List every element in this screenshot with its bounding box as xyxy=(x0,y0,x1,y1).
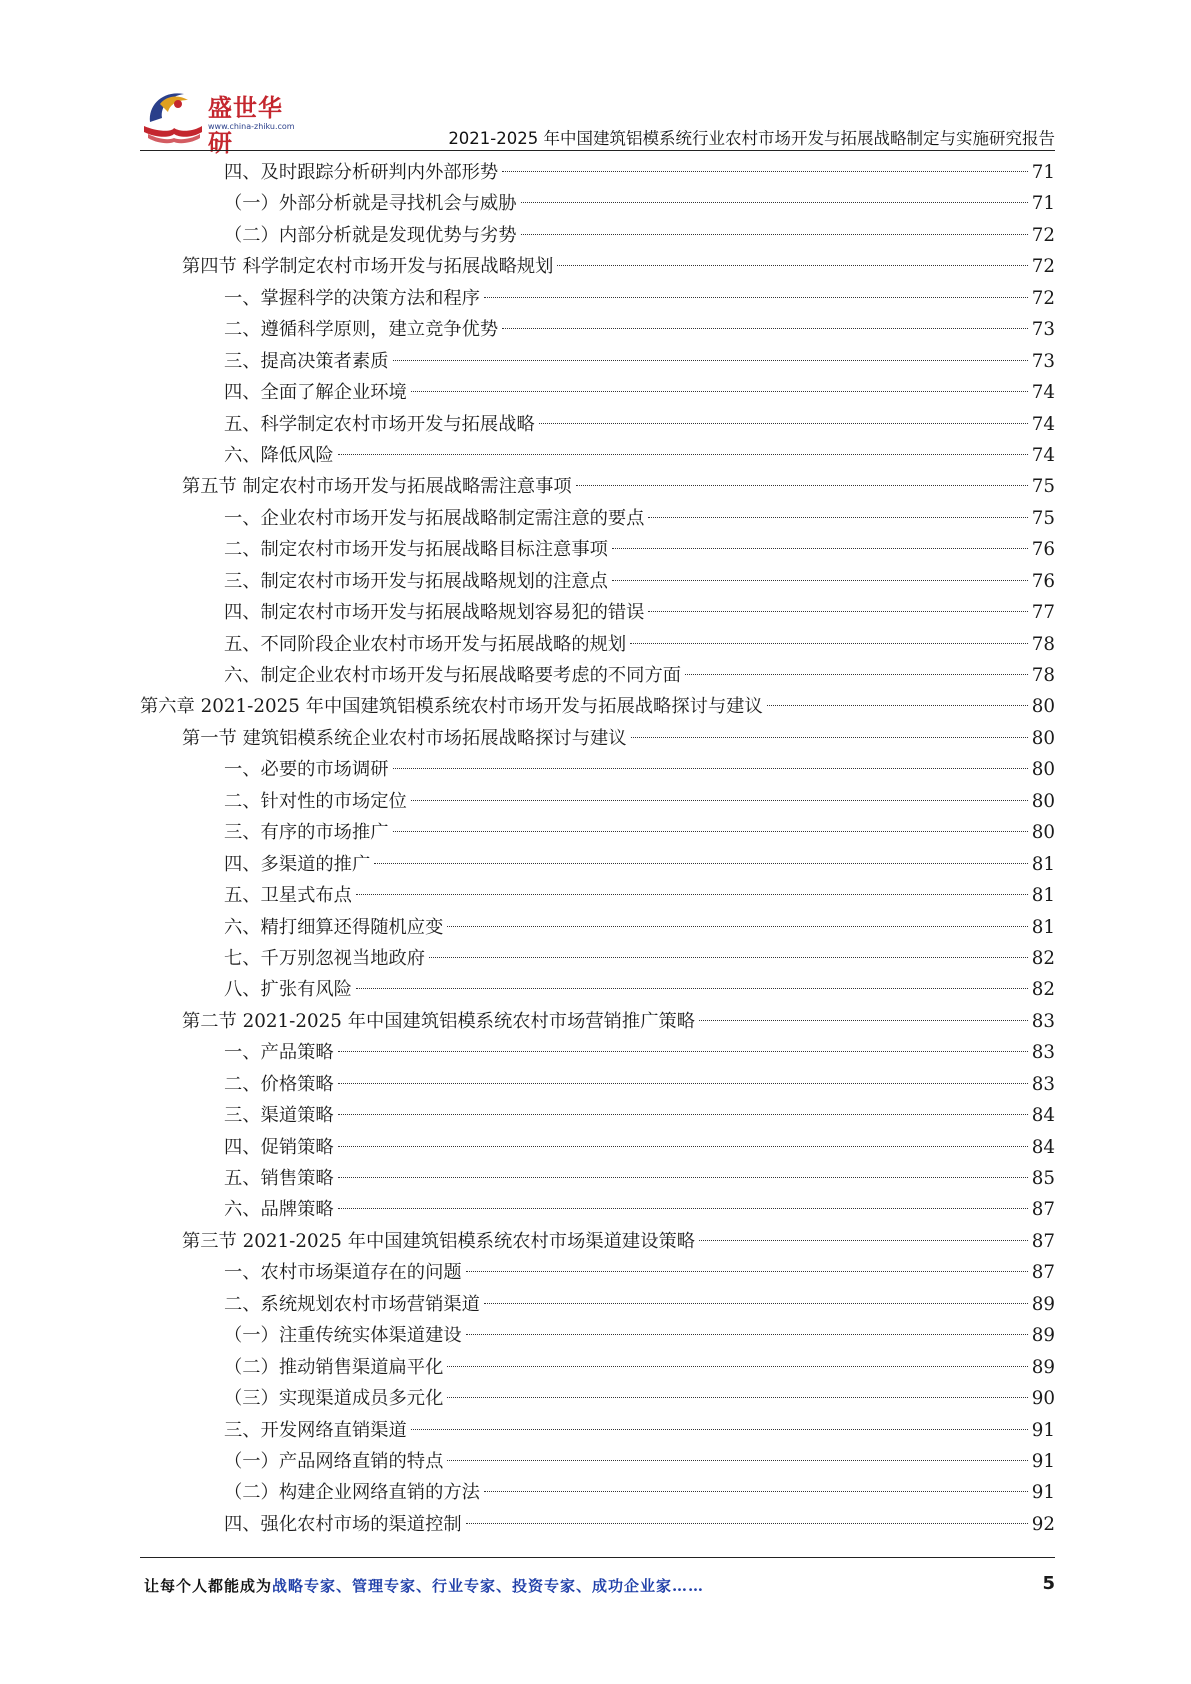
toc-entry-title: 三、渠道策略 xyxy=(224,1105,334,1127)
logo-emblem-icon xyxy=(140,82,204,146)
toc-entry-title: 六、制定企业农村市场开发与拓展战略要考虑的不同方面 xyxy=(224,665,682,686)
company-logo xyxy=(140,82,300,157)
toc-entry[interactable] xyxy=(140,188,1055,219)
toc-dot-leader xyxy=(393,831,1028,832)
toc-dot-leader xyxy=(338,1208,1028,1209)
header-divider xyxy=(140,150,1055,151)
toc-entry-title: 第一节 建筑铝模系统企业农村市场拓展战略探讨与建议 xyxy=(182,727,627,749)
toc-entry[interactable] xyxy=(140,1257,1055,1288)
toc-dot-leader xyxy=(393,768,1028,769)
table-of-contents xyxy=(140,157,1055,1540)
toc-dot-leader xyxy=(699,1020,1028,1021)
toc-entry[interactable] xyxy=(140,157,1055,188)
toc-dot-leader xyxy=(612,548,1028,549)
toc-entry[interactable] xyxy=(140,1320,1055,1351)
toc-entry-title: 第六章 2021-2025 年中国建筑铝模系统农村市场开发与拓展战略探讨与建议 xyxy=(140,696,763,718)
toc-dot-leader xyxy=(338,454,1028,455)
toc-entry-title: 五、不同阶段企业农村市场开发与拓展战略的规划 xyxy=(224,633,627,655)
toc-entry-title: 四、多渠道的推广 xyxy=(224,853,371,875)
toc-dot-leader xyxy=(576,485,1028,486)
toc-entry[interactable] xyxy=(140,1352,1055,1383)
toc-entry[interactable] xyxy=(140,346,1055,377)
toc-entry-page: 91 xyxy=(1031,1450,1055,1472)
toc-entry-title: 五、卫星式布点 xyxy=(224,885,352,907)
toc-entry[interactable] xyxy=(140,1037,1055,1068)
toc-entry[interactable] xyxy=(140,723,1055,754)
toc-entry[interactable] xyxy=(140,974,1055,1005)
toc-entry-title: 第四节 科学制定农村市场开发与拓展战略规划 xyxy=(182,256,554,278)
toc-entry[interactable] xyxy=(140,849,1055,880)
toc-entry[interactable] xyxy=(140,629,1055,660)
toc-entry[interactable] xyxy=(140,503,1055,534)
toc-entry-page: 81 xyxy=(1031,853,1055,875)
page-header xyxy=(140,78,1055,157)
toc-entry[interactable] xyxy=(140,534,1055,565)
toc-entry-page: 89 xyxy=(1031,1356,1055,1378)
toc-entry-page: 80 xyxy=(1031,790,1055,812)
toc-entry-page: 76 xyxy=(1031,539,1055,561)
toc-entry-page: 82 xyxy=(1031,979,1055,1001)
toc-entry[interactable] xyxy=(140,1226,1055,1257)
toc-entry-page: 81 xyxy=(1031,885,1055,907)
toc-entry-title: 四、全面了解企业环境 xyxy=(224,382,407,404)
toc-entry-page: 87 xyxy=(1031,1230,1055,1252)
toc-dot-leader xyxy=(411,391,1028,392)
toc-entry[interactable] xyxy=(140,1383,1055,1414)
toc-entry-page: 89 xyxy=(1031,1293,1055,1315)
toc-entry[interactable] xyxy=(140,1132,1055,1163)
toc-entry-page: 71 xyxy=(1031,193,1055,215)
toc-entry-page: 75 xyxy=(1031,507,1055,529)
toc-dot-leader xyxy=(356,894,1028,895)
toc-dot-leader xyxy=(447,1460,1027,1461)
toc-entry-page: 72 xyxy=(1031,256,1055,278)
toc-dot-leader xyxy=(338,1114,1028,1115)
toc-entry-title: 五、科学制定农村市场开发与拓展战略 xyxy=(224,413,535,435)
toc-entry-title: 一、产品策略 xyxy=(224,1042,334,1064)
footer-slogan-highlight: 战略专家、管理专家、行业专家、投资专家、成功企业家…… xyxy=(272,1577,705,1595)
toc-entry-page: 83 xyxy=(1031,1010,1055,1032)
toc-entry-page: 71 xyxy=(1031,162,1055,183)
toc-entry-title: 三、开发网络直销渠道 xyxy=(224,1419,407,1441)
toc-entry-title: 四、及时跟踪分析研判内外部形势 xyxy=(224,162,499,183)
toc-entry-title: 六、降低风险 xyxy=(224,444,334,466)
toc-dot-leader xyxy=(521,234,1028,235)
toc-entry-title: （三）实现渠道成员多元化 xyxy=(224,1388,444,1410)
toc-dot-leader xyxy=(484,1491,1028,1492)
toc-dot-leader xyxy=(539,423,1028,424)
toc-entry-title: （一）外部分析就是寻找机会与威胁 xyxy=(224,193,517,215)
toc-entry-page: 80 xyxy=(1031,727,1055,749)
toc-dot-leader xyxy=(521,202,1028,203)
toc-entry-title: 四、强化农村市场的渠道控制 xyxy=(224,1513,462,1535)
toc-dot-leader xyxy=(338,1177,1028,1178)
toc-entry-page: 87 xyxy=(1031,1199,1055,1221)
toc-entry-title: （二）构建企业网络直销的方法 xyxy=(224,1482,480,1504)
toc-entry-title: 三、制定农村市场开发与拓展战略规划的注意点 xyxy=(224,570,608,592)
toc-entry[interactable] xyxy=(140,1069,1055,1100)
toc-entry-page: 92 xyxy=(1031,1513,1055,1535)
toc-entry-page: 85 xyxy=(1031,1168,1055,1189)
toc-entry-page: 77 xyxy=(1031,602,1055,624)
toc-dot-leader xyxy=(338,1146,1028,1147)
toc-entry-page: 72 xyxy=(1031,224,1055,246)
toc-entry-title: 二、制定农村市场开发与拓展战略目标注意事项 xyxy=(224,539,608,561)
toc-entry[interactable] xyxy=(140,1163,1055,1194)
toc-dot-leader xyxy=(356,988,1028,989)
toc-entry[interactable] xyxy=(140,377,1055,408)
footer-slogan-lead: 让每个人都能成为 xyxy=(144,1577,273,1595)
toc-entry-page: 72 xyxy=(1031,287,1055,309)
toc-entry-title: 四、促销策略 xyxy=(224,1136,334,1158)
toc-entry-title: （二）内部分析就是发现优势与劣势 xyxy=(224,224,517,246)
toc-entry-title: 四、制定农村市场开发与拓展战略规划容易犯的错误 xyxy=(224,602,645,624)
toc-entry-title: 八、扩张有风险 xyxy=(224,979,352,1001)
toc-entry-title: 二、针对性的市场定位 xyxy=(224,790,407,812)
toc-entry-title: 二、系统规划农村市场营销渠道 xyxy=(224,1293,480,1315)
toc-entry-title: 一、农村市场渠道存在的问题 xyxy=(224,1262,462,1284)
toc-entry-page: 83 xyxy=(1031,1073,1055,1095)
toc-dot-leader xyxy=(648,611,1027,612)
toc-dot-leader xyxy=(411,1429,1028,1430)
toc-dot-leader xyxy=(466,1334,1028,1335)
toc-entry-title: （一）产品网络直销的特点 xyxy=(224,1450,444,1472)
toc-entry-page: 74 xyxy=(1031,382,1055,404)
toc-entry[interactable] xyxy=(140,1289,1055,1320)
toc-entry[interactable] xyxy=(140,880,1055,911)
toc-dot-leader xyxy=(685,674,1028,675)
toc-entry-title: 一、掌握科学的决策方法和程序 xyxy=(224,287,480,309)
toc-dot-leader xyxy=(767,705,1028,706)
toc-entry-page: 80 xyxy=(1031,822,1055,844)
toc-dot-leader xyxy=(484,1303,1028,1304)
footer-divider xyxy=(140,1557,1055,1558)
toc-entry[interactable] xyxy=(140,283,1055,314)
toc-entry[interactable] xyxy=(140,1100,1055,1131)
toc-dot-leader xyxy=(648,517,1027,518)
toc-dot-leader xyxy=(557,265,1027,266)
report-title: 2021-2025 年中国建筑铝模系统行业农村市场开发与拓展战略制定与实施研究报告 xyxy=(448,129,1055,148)
toc-dot-leader xyxy=(447,1397,1027,1398)
toc-entry-page: 74 xyxy=(1031,413,1055,435)
toc-entry[interactable] xyxy=(140,471,1055,502)
toc-dot-leader xyxy=(502,328,1028,329)
toc-entry-page: 78 xyxy=(1031,665,1055,686)
toc-entry-title: （二）推动销售渠道扁平化 xyxy=(224,1356,444,1378)
toc-entry-title: 三、有序的市场推广 xyxy=(224,822,389,844)
toc-entry[interactable] xyxy=(140,251,1055,282)
toc-dot-leader xyxy=(484,297,1028,298)
toc-entry-title: 第二节 2021-2025 年中国建筑铝模系统农村市场营销推广策略 xyxy=(182,1010,696,1032)
toc-entry-title: 一、必要的市场调研 xyxy=(224,759,389,781)
toc-entry-page: 83 xyxy=(1031,1042,1055,1064)
toc-entry[interactable] xyxy=(140,1415,1055,1446)
toc-dot-leader xyxy=(466,1271,1028,1272)
toc-dot-leader xyxy=(411,800,1028,801)
toc-entry-page: 84 xyxy=(1031,1136,1055,1158)
toc-entry-title: 二、遵循科学原则，建立竞争优势 xyxy=(224,319,499,341)
toc-dot-leader xyxy=(338,1083,1028,1084)
toc-entry-page: 81 xyxy=(1031,916,1055,938)
toc-entry[interactable] xyxy=(140,220,1055,251)
footer-slogan xyxy=(144,1575,704,1596)
toc-entry[interactable] xyxy=(140,1446,1055,1477)
toc-entry[interactable] xyxy=(140,943,1055,974)
toc-entry[interactable] xyxy=(140,1194,1055,1225)
toc-entry-page: 80 xyxy=(1031,759,1055,781)
toc-dot-leader xyxy=(393,360,1028,361)
toc-entry-title: 第三节 2021-2025 年中国建筑铝模系统农村市场渠道建设策略 xyxy=(182,1230,696,1252)
toc-entry[interactable] xyxy=(140,409,1055,440)
toc-dot-leader xyxy=(447,1366,1027,1367)
toc-entry[interactable] xyxy=(140,912,1055,943)
toc-entry[interactable] xyxy=(140,566,1055,597)
toc-entry[interactable] xyxy=(140,597,1055,628)
toc-entry-page: 90 xyxy=(1031,1388,1055,1410)
toc-dot-leader xyxy=(374,863,1027,864)
toc-entry-title: 三、提高决策者素质 xyxy=(224,350,389,372)
toc-entry-page: 84 xyxy=(1031,1105,1055,1127)
toc-dot-leader xyxy=(699,1240,1028,1241)
page-number: 5 xyxy=(1042,1573,1055,1594)
toc-dot-leader xyxy=(630,643,1028,644)
toc-dot-leader xyxy=(612,580,1028,581)
toc-entry-page: 80 xyxy=(1031,696,1055,718)
toc-entry-page: 91 xyxy=(1031,1419,1055,1441)
toc-dot-leader xyxy=(631,737,1028,738)
toc-entry-title: 七、千万别忽视当地政府 xyxy=(224,947,426,969)
toc-entry-page: 76 xyxy=(1031,570,1055,592)
toc-entry-page: 87 xyxy=(1031,1262,1055,1284)
toc-dot-leader xyxy=(429,957,1028,958)
toc-entry[interactable] xyxy=(140,660,1055,691)
toc-entry-title: 一、企业农村市场开发与拓展战略制定需注意的要点 xyxy=(224,507,645,529)
toc-entry-page: 89 xyxy=(1031,1325,1055,1347)
toc-entry-page: 91 xyxy=(1031,1482,1055,1504)
toc-entry[interactable] xyxy=(140,314,1055,345)
toc-entry-title: 五、销售策略 xyxy=(224,1168,334,1189)
toc-entry[interactable] xyxy=(140,817,1055,848)
toc-entry[interactable] xyxy=(140,691,1055,722)
toc-entry-title: 六、品牌策略 xyxy=(224,1199,334,1221)
toc-entry-title: 六、精打细算还得随机应变 xyxy=(224,916,444,938)
toc-entry-page: 73 xyxy=(1031,350,1055,372)
logo-name: 盛世华研 xyxy=(208,94,283,157)
toc-dot-leader xyxy=(466,1523,1028,1524)
toc-dot-leader xyxy=(447,926,1027,927)
toc-entry[interactable] xyxy=(140,1006,1055,1037)
toc-entry-page: 74 xyxy=(1031,444,1055,466)
toc-entry[interactable] xyxy=(140,1477,1055,1508)
toc-entry-title: 第五节 制定农村市场开发与拓展战略需注意事项 xyxy=(182,476,572,498)
toc-entry-page: 78 xyxy=(1031,633,1055,655)
toc-entry[interactable] xyxy=(140,440,1055,471)
toc-entry[interactable] xyxy=(140,754,1055,785)
toc-dot-leader xyxy=(338,1051,1028,1052)
toc-entry-page: 82 xyxy=(1031,947,1055,969)
toc-entry-page: 73 xyxy=(1031,319,1055,341)
toc-dot-leader xyxy=(502,171,1028,172)
toc-entry-title: （一）注重传统实体渠道建设 xyxy=(224,1325,462,1347)
toc-entry-title: 二、价格策略 xyxy=(224,1073,334,1095)
logo-url: www.china-zhiku.com xyxy=(208,122,295,131)
toc-entry-page: 75 xyxy=(1031,476,1055,498)
toc-entry[interactable] xyxy=(140,786,1055,817)
toc-entry[interactable] xyxy=(140,1509,1055,1540)
